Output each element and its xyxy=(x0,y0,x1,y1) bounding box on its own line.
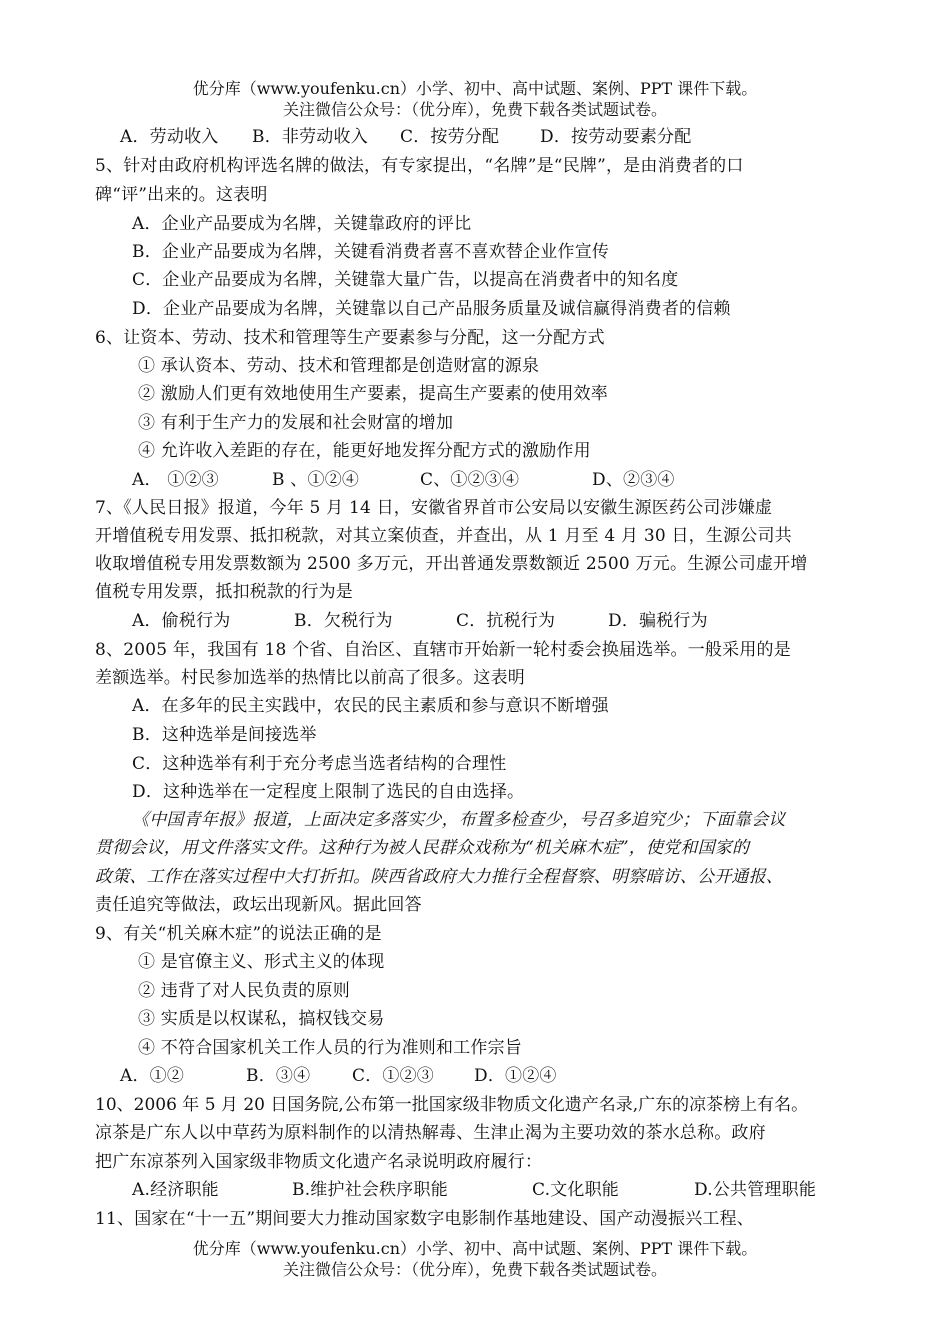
q5-stem-line-2: 碑“评”出来的。这表明 xyxy=(95,185,268,205)
q8-option-b: B．这种选举是间接选举 xyxy=(132,725,317,745)
q8-option-c: C．这种选举有利于充分考虑当选者结构的合理性 xyxy=(132,754,507,774)
q9-option-d: D．①②④ xyxy=(474,1066,557,1086)
passage-line-4: 责任追究等做法，政坛出现新风。据此回答 xyxy=(95,895,422,915)
q6-item-3: ③ 有利于生产力的发展和社会财富的增加 xyxy=(138,413,454,433)
q10-option-d: D.公共管理职能 xyxy=(694,1180,817,1200)
page-footer xyxy=(0,1238,950,1280)
q8-stem-line-2: 差额选举。村民参加选举的热情比以前高了很多。这表明 xyxy=(95,668,525,688)
q6-item-4: ④ 允许收入差距的存在，能更好地发挥分配方式的激励作用 xyxy=(138,441,591,461)
passage-line-1: 《中国青年报》报道，上面决定多落实少，布置多检查少，号召多追究少；下面靠会议 xyxy=(132,810,786,830)
passage-line-3: 政策、工作在落实过程中大打折扣。陕西省政府大力推行全程督察、明察暗访、公开通报、 xyxy=(95,867,783,887)
q7-stem-line-3: 收取增值税专用发票数额为 2500 多万元，开出普通发票数额近 2500 万元。生源公司虚开增 xyxy=(95,554,808,574)
q7-stem-line-1: 7、《人民日报》报道，今年 5 月 14 日，安徽省界首市公安局以安徽生源医药公司涉嫌虚 xyxy=(95,498,773,518)
q10-option-a: A.经济职能 xyxy=(132,1180,219,1200)
q9-option-a: A．①② xyxy=(120,1066,185,1086)
q11-stem-line-1: 11、国家在“十一五”期间要大力推动国家数字电影制作基地建设、国产动漫振兴工程、 xyxy=(95,1209,755,1229)
page-header xyxy=(0,78,950,120)
q7-stem-line-4: 值税专用发票，抵扣税款的行为是 xyxy=(95,582,353,602)
q4-option-b: B．非劳动收入 xyxy=(252,127,368,147)
q7-stem-line-2: 开增值税专用发票、抵扣税款，对其立案侦查，并查出，从 1 月至 4 月 30 日，生源公司共 xyxy=(95,526,792,546)
q4-option-c: C．按劳分配 xyxy=(400,127,500,147)
q8-option-a: A．在多年的民主实践中，农民的民主素质和参与意识不断增强 xyxy=(132,696,609,716)
q9-item-2: ② 违背了对人民负责的原则 xyxy=(138,981,351,1001)
q10-stem-line-2: 凉茶是广东人以中草药为原料制作的以清热解毒、生津止渴为主要功效的茶水总称。政府 xyxy=(95,1123,766,1143)
q6-item-1: ① 承认资本、劳动、技术和管理都是创造财富的源泉 xyxy=(138,356,540,376)
q8-option-d: D．这种选举在一定程度上限制了选民的自由选择。 xyxy=(132,782,525,802)
header-line-2: 关注微信公众号：（优分库），免费下载各类试题试卷。 xyxy=(282,100,667,119)
q10-stem-line-1: 10、2006 年 5 月 20 日国务院,公布第一批国家级非物质文化遗产名录,广东的凉茶榜上有名。 xyxy=(95,1095,809,1115)
q9-item-3: ③ 实质是以权谋私，搞权钱交易 xyxy=(138,1009,385,1029)
q10-option-b: B.维护社会秩序职能 xyxy=(292,1180,448,1200)
q6-option-d: D、②③④ xyxy=(592,470,675,490)
q9-stem: 9、有关“机关麻木症”的说法正确的是 xyxy=(95,924,382,944)
q10-option-c: C.文化职能 xyxy=(532,1180,620,1200)
footer-line-1: 优分库（www.youfenku.cn）小学、初中、高中试题、案例、PPT 课件下载。 xyxy=(192,1239,758,1258)
q4-option-d: D．按劳动要素分配 xyxy=(540,127,692,147)
q5-option-b: B．企业产品要成为名牌，关键看消费者喜不喜欢替企业作宣传 xyxy=(132,242,610,262)
q5-option-c: C．企业产品要成为名牌，关键靠大量广告，以提高在消费者中的知名度 xyxy=(132,270,679,290)
q6-item-2: ② 激励人们更有效地使用生产要素，提高生产要素的使用效率 xyxy=(138,384,609,404)
q5-stem-line-1: 5、针对由政府机构评选名牌的做法，有专家提出，“名牌”是“民牌”，是由消费者的口 xyxy=(95,156,744,176)
q9-item-1: ① 是官僚主义、形式主义的体现 xyxy=(138,952,385,972)
header-line-1: 优分库（www.youfenku.cn）小学、初中、高中试题、案例、PPT 课件下载。 xyxy=(192,79,758,98)
q7-option-b: B．欠税行为 xyxy=(294,611,393,631)
q6-option-a: A． ①②③ xyxy=(132,470,219,490)
q4-option-a: A．劳动收入 xyxy=(120,127,219,147)
q6-option-b: B 、①②④ xyxy=(272,470,360,490)
passage-line-2: 贯彻会议，用文件落实文件。这种行为被人民群众戏称为“机关麻木症”，使党和国家的 xyxy=(95,838,750,858)
footer-line-2: 关注微信公众号：（优分库），免费下载各类试题试卷。 xyxy=(282,1260,667,1279)
q7-option-a: A．偷税行为 xyxy=(132,611,231,631)
q6-stem: 6、让资本、劳动、技术和管理等生产要素参与分配，这一分配方式 xyxy=(95,328,605,348)
q7-option-d: D．骗税行为 xyxy=(608,611,708,631)
q7-option-c: C．抗税行为 xyxy=(456,611,556,631)
q5-option-a: A．企业产品要成为名牌，关键靠政府的评比 xyxy=(132,214,472,234)
q9-option-c: C．①②③ xyxy=(352,1066,435,1086)
q6-option-c: C、①②③④ xyxy=(420,470,520,490)
q9-option-b: B．③④ xyxy=(246,1066,311,1086)
q9-item-4: ④ 不符合国家机关工作人员的行为准则和工作宗旨 xyxy=(138,1038,523,1058)
q5-option-d: D．企业产品要成为名牌，关键靠以自己产品服务质量及诚信赢得消费者的信赖 xyxy=(132,299,731,319)
q10-stem-line-3: 把广东凉茶列入国家级非物质文化遗产名录说明政府履行： xyxy=(95,1152,543,1172)
q8-stem-line-1: 8、2005 年，我国有 18 个省、自治区、直辖市开始新一轮村委会换届选举。一般采用的是 xyxy=(95,640,791,660)
